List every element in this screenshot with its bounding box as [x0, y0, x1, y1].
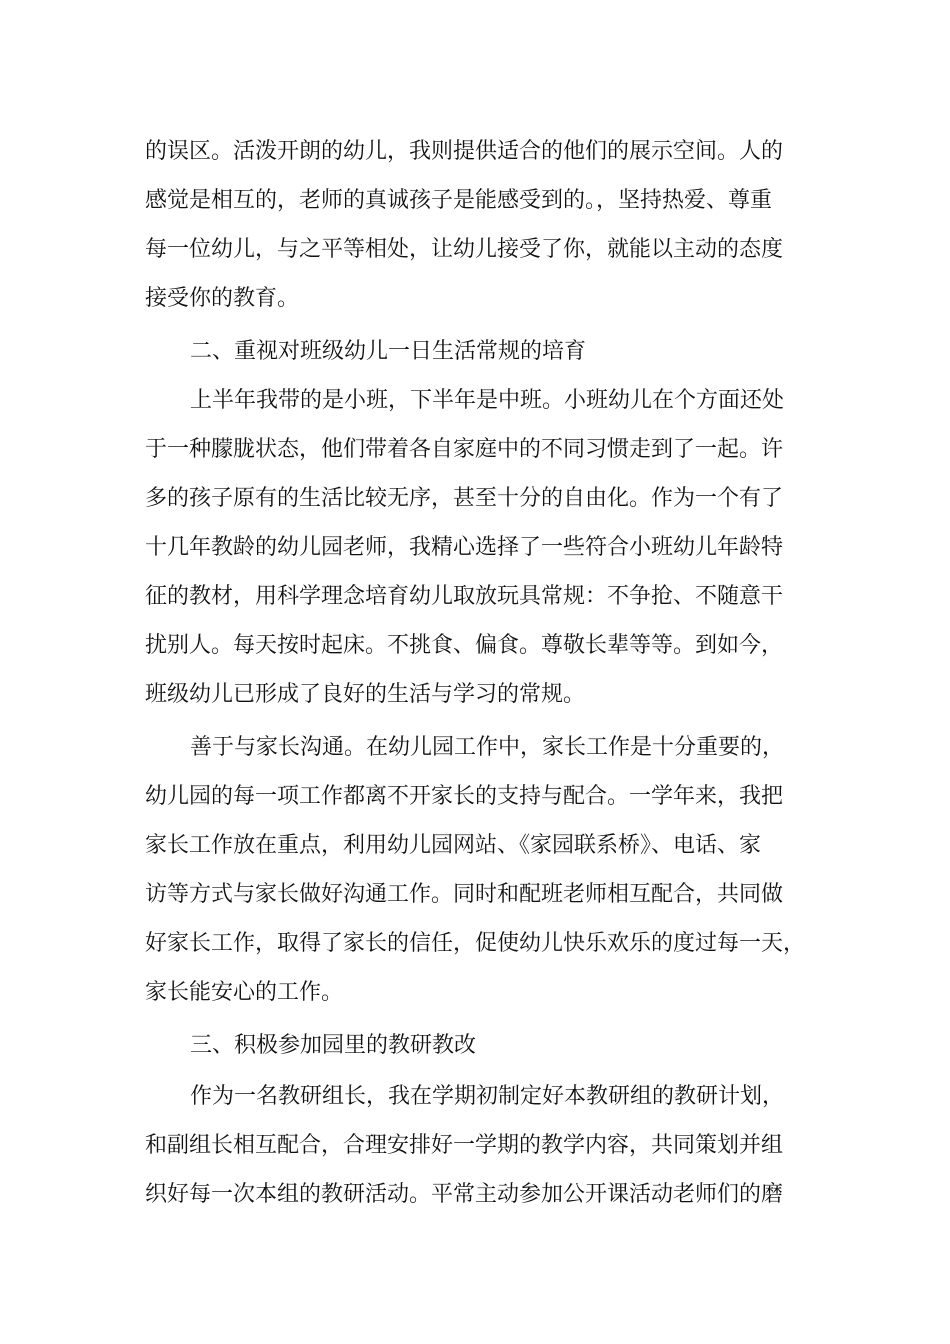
text-line: 于一种朦胧状态，他们带着各自家庭中的不同习惯走到了一起。许 — [145, 437, 784, 462]
text-line: 家长工作放在重点，利用幼儿园网站、《家园联系桥》、电话、家 — [145, 833, 762, 858]
text-line: 作为一名教研组长，我在学期初制定好本教研组的教研计划， — [190, 1084, 785, 1109]
text-line: 好家长工作，取得了家长的信任，促使幼儿快乐欢乐的度过每一天， — [145, 931, 806, 956]
section-heading: 二、重视对班级幼儿一日生活常规的培育 — [190, 339, 587, 364]
text-line: 扰别人。每天按时起床。不挑食、偏食。尊敬长辈等等。到如今， — [145, 633, 784, 658]
text-line: 织好每一次本组的教研活动。平常主动参加公开课活动老师们的磨 — [145, 1182, 784, 1207]
text-line: 班级幼儿已形成了良好的生活与学习的常规。 — [145, 682, 586, 707]
section-heading: 三、积极参加园里的教研教改 — [190, 1033, 477, 1058]
text-line: 十几年教龄的幼儿园老师，我精心选择了一些符合小班幼儿年龄特 — [145, 535, 784, 560]
text-line: 善于与家长沟通。在幼儿园工作中，家长工作是十分重要的， — [190, 735, 785, 760]
text-line: 和副组长相互配合，合理安排好一学期的教学内容，共同策划并组 — [145, 1133, 784, 1158]
text-line: 家长能安心的工作。 — [145, 980, 344, 1005]
text-line: 征的教材，用科学理念培育幼儿取放玩具常规：不争抢、不随意干 — [145, 584, 784, 609]
text-line: 上半年我带的是小班，下半年是中班。小班幼儿在个方面还处 — [190, 388, 785, 413]
text-line: 幼儿园的每一项工作都离不开家长的支持与配合。一学年来，我把 — [145, 784, 784, 809]
text-line: 多的孩子原有的生活比较无序，甚至十分的自由化。作为一个有了 — [145, 486, 784, 511]
text-line: 每一位幼儿，与之平等相处，让幼儿接受了你，就能以主动的态度 — [145, 237, 784, 262]
text-line: 的误区。活泼开朗的幼儿，我则提供适合的他们的展示空间。人的 — [145, 139, 784, 164]
text-line: 访等方式与家长做好沟通工作。同时和配班老师相互配合，共同做 — [145, 882, 784, 907]
text-line: 接受你的教育。 — [145, 286, 300, 311]
text-line: 感觉是相互的，老师的真诚孩子是能感受到的。，坚持热爱、尊重 — [145, 188, 773, 213]
